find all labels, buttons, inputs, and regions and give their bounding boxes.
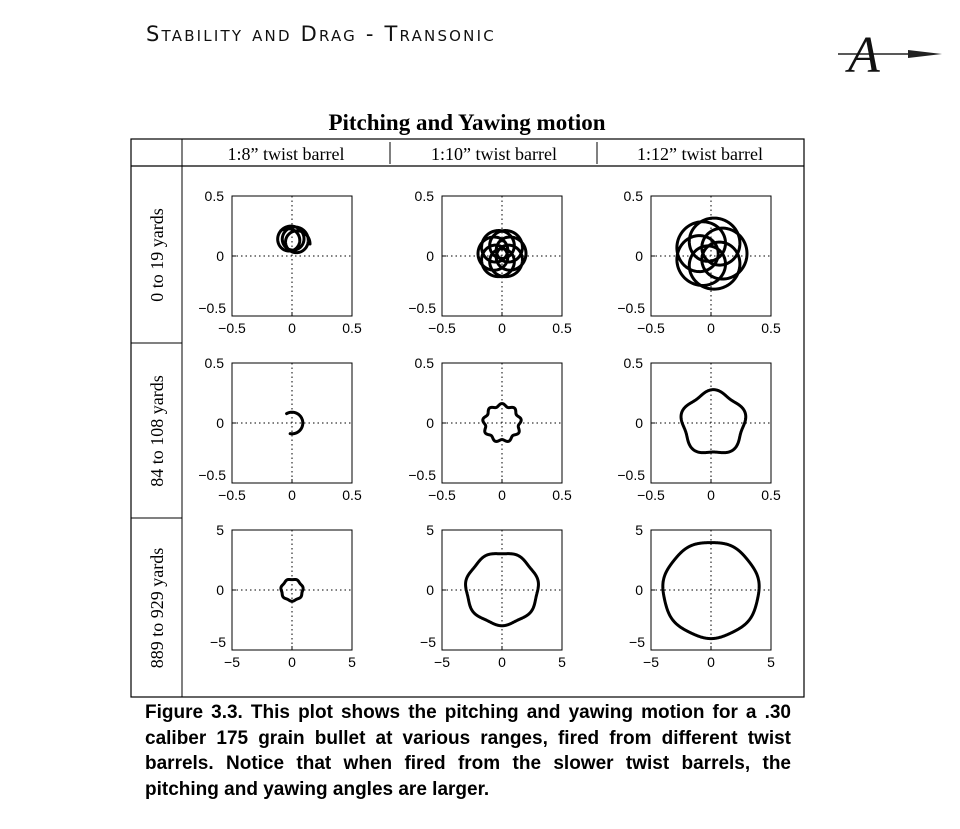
x-tick-label: 0.5 <box>552 487 572 503</box>
y-tick-label: 5 <box>635 522 643 538</box>
x-tick-label: −0.5 <box>637 320 665 336</box>
x-tick-label: −5 <box>224 654 240 670</box>
y-tick-label: 0.5 <box>204 355 224 371</box>
x-tick-label: 0 <box>498 320 506 336</box>
y-tick-label: −0.5 <box>198 467 226 483</box>
x-tick-label: 0.5 <box>342 487 362 503</box>
x-tick-label: 0 <box>707 487 715 503</box>
x-tick-label: −0.5 <box>428 487 456 503</box>
x-tick-label: −5 <box>643 654 659 670</box>
y-tick-label: −0.5 <box>408 300 436 316</box>
x-tick-label: −5 <box>434 654 450 670</box>
x-tick-label: −0.5 <box>218 487 246 503</box>
y-tick-label: −0.5 <box>408 467 436 483</box>
y-tick-label: 0 <box>635 415 643 431</box>
page-header-title: Stability and Drag - Transonic <box>146 22 496 46</box>
y-tick-label: −0.5 <box>617 467 645 483</box>
x-tick-label: 0.5 <box>342 320 362 336</box>
column-header: 1:10” twist barrel <box>431 144 557 164</box>
x-tick-label: 0 <box>288 487 296 503</box>
figure-title: Pitching and Yawing motion <box>328 110 606 135</box>
y-tick-label: 0.5 <box>204 188 224 204</box>
y-tick-label: 0 <box>216 248 224 264</box>
trajectory-curve <box>681 390 746 453</box>
y-tick-label: 0 <box>635 582 643 598</box>
x-tick-label: 0 <box>288 654 296 670</box>
logo-letter: A <box>848 27 880 84</box>
y-tick-label: 0.5 <box>414 188 434 204</box>
x-tick-label: −0.5 <box>218 320 246 336</box>
trajectory-curve <box>278 226 310 253</box>
y-tick-label: 5 <box>426 522 434 538</box>
y-tick-label: 0 <box>635 248 643 264</box>
x-tick-label: 0.5 <box>761 487 781 503</box>
row-label: 889 to 929 yards <box>147 547 167 669</box>
y-tick-label: 0 <box>216 582 224 598</box>
x-tick-label: 0.5 <box>761 320 781 336</box>
y-tick-label: −5 <box>210 634 226 650</box>
trajectory-curve <box>677 218 747 289</box>
figure-caption: Figure 3.3. This plot shows the pitching and yawing motion for a .30 caliber 175 grain bullet at various ranges, fired from different twist barrels. Notice that when fired from the slower twist barrels, the pitching and yawing angles are larger. <box>145 702 791 800</box>
row-label: 84 to 108 yards <box>147 375 167 487</box>
x-tick-label: −0.5 <box>428 320 456 336</box>
y-tick-label: −0.5 <box>617 300 645 316</box>
column-header: 1:8” twist barrel <box>227 144 345 164</box>
x-tick-label: 5 <box>348 654 356 670</box>
column-header: 1:12” twist barrel <box>637 144 763 164</box>
row-label: 0 to 19 yards <box>147 208 167 302</box>
y-tick-label: 0 <box>426 582 434 598</box>
x-tick-label: −0.5 <box>637 487 665 503</box>
x-tick-label: 5 <box>767 654 775 670</box>
y-tick-label: 0 <box>216 415 224 431</box>
y-tick-label: 0.5 <box>623 188 643 204</box>
y-tick-label: −5 <box>420 634 436 650</box>
x-tick-label: 5 <box>558 654 566 670</box>
x-tick-label: 0 <box>498 487 506 503</box>
y-tick-label: −5 <box>629 634 645 650</box>
y-tick-label: 5 <box>216 522 224 538</box>
x-tick-label: 0 <box>707 654 715 670</box>
y-tick-label: 0 <box>426 415 434 431</box>
x-tick-label: 0 <box>707 320 715 336</box>
y-tick-label: 0.5 <box>623 355 643 371</box>
y-tick-label: 0 <box>426 248 434 264</box>
x-tick-label: 0 <box>288 320 296 336</box>
y-tick-label: 0.5 <box>414 355 434 371</box>
x-tick-label: 0.5 <box>552 320 572 336</box>
x-tick-label: 0 <box>498 654 506 670</box>
y-tick-label: −0.5 <box>198 300 226 316</box>
